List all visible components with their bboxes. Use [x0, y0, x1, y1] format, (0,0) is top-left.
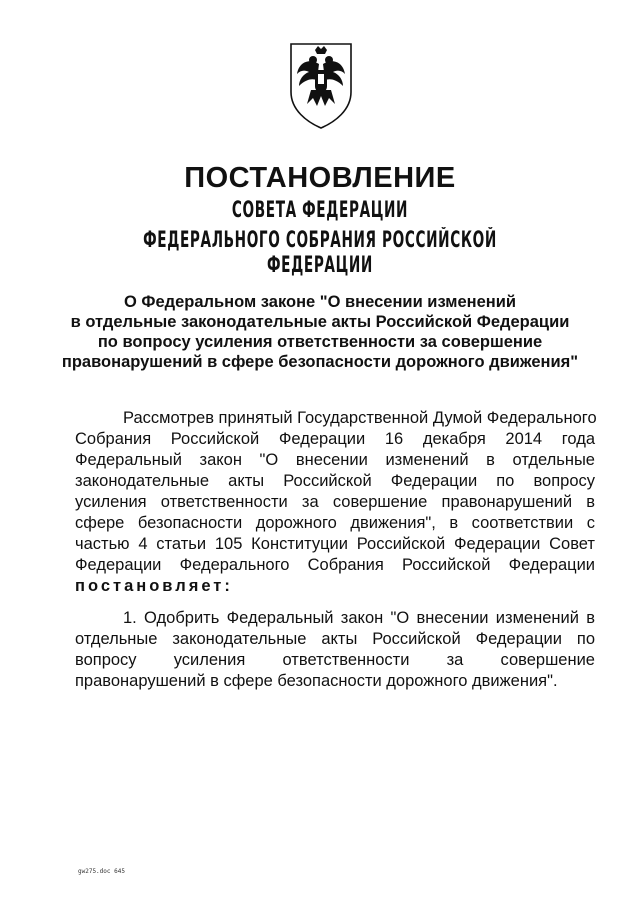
body-line: Федеральный закон "О внесении изменений в отдельные: [75, 451, 595, 469]
law-title-line: по вопросу усиления ответственности за совершение: [97, 333, 543, 351]
body-line: вопросу усиления ответственности за совершение: [75, 651, 595, 669]
body-line: отдельные законодательные акты Российской Федерации по: [75, 630, 595, 648]
body-line: частью 4 статьи 105 Конституции Российской Федерации Совет: [75, 535, 595, 553]
document-code: gw275.doc 645: [78, 868, 125, 875]
body-line: Собрания Российской Федерации 16 декабря 2014 года: [75, 430, 595, 448]
body-line: сфере безопасности дорожного движения", в соответствии с: [75, 514, 595, 532]
body-line: Рассмотрев принятый Государственной Думой Федерального: [123, 409, 597, 427]
law-title-line: в отдельные законодательные акты Российской Федерации: [70, 313, 570, 331]
law-title-line: правонарушений в сфере безопасности дорожного движения": [61, 353, 579, 371]
law-title: [60, 292, 580, 372]
coat-of-arms-icon: [285, 40, 357, 130]
law-title-line: О Федеральном законе "О внесении изменений: [123, 293, 517, 311]
body-line: правонарушений в сфере безопасности дорожного движения".: [75, 672, 558, 690]
page-title: ПОСТАНОВЛЕНИЕ: [184, 162, 456, 194]
body-line: Федерации Федерального Собрания Российской Федерации: [75, 556, 595, 574]
paragraph-preamble: [75, 408, 595, 597]
body-line: усиления ответственности за совершение правонарушений в: [75, 493, 595, 511]
subtitle-line-1: СОВЕТА ФЕДЕРАЦИИ: [231, 198, 409, 223]
body-line: законодательные акты Российской Федерации по вопросу: [75, 472, 595, 490]
body-line: 1. Одобрить Федеральный закон "О внесении изменений в: [123, 609, 595, 627]
body-line: [75, 576, 595, 597]
paragraph-clause-1: [75, 608, 595, 692]
resolves-word: постановляет:: [75, 577, 233, 595]
subtitle-line-2: ФЕДЕРАЛЬНОГО СОБРАНИЯ РОССИЙСКОЙ ФЕДЕРАЦИИ: [143, 228, 497, 278]
